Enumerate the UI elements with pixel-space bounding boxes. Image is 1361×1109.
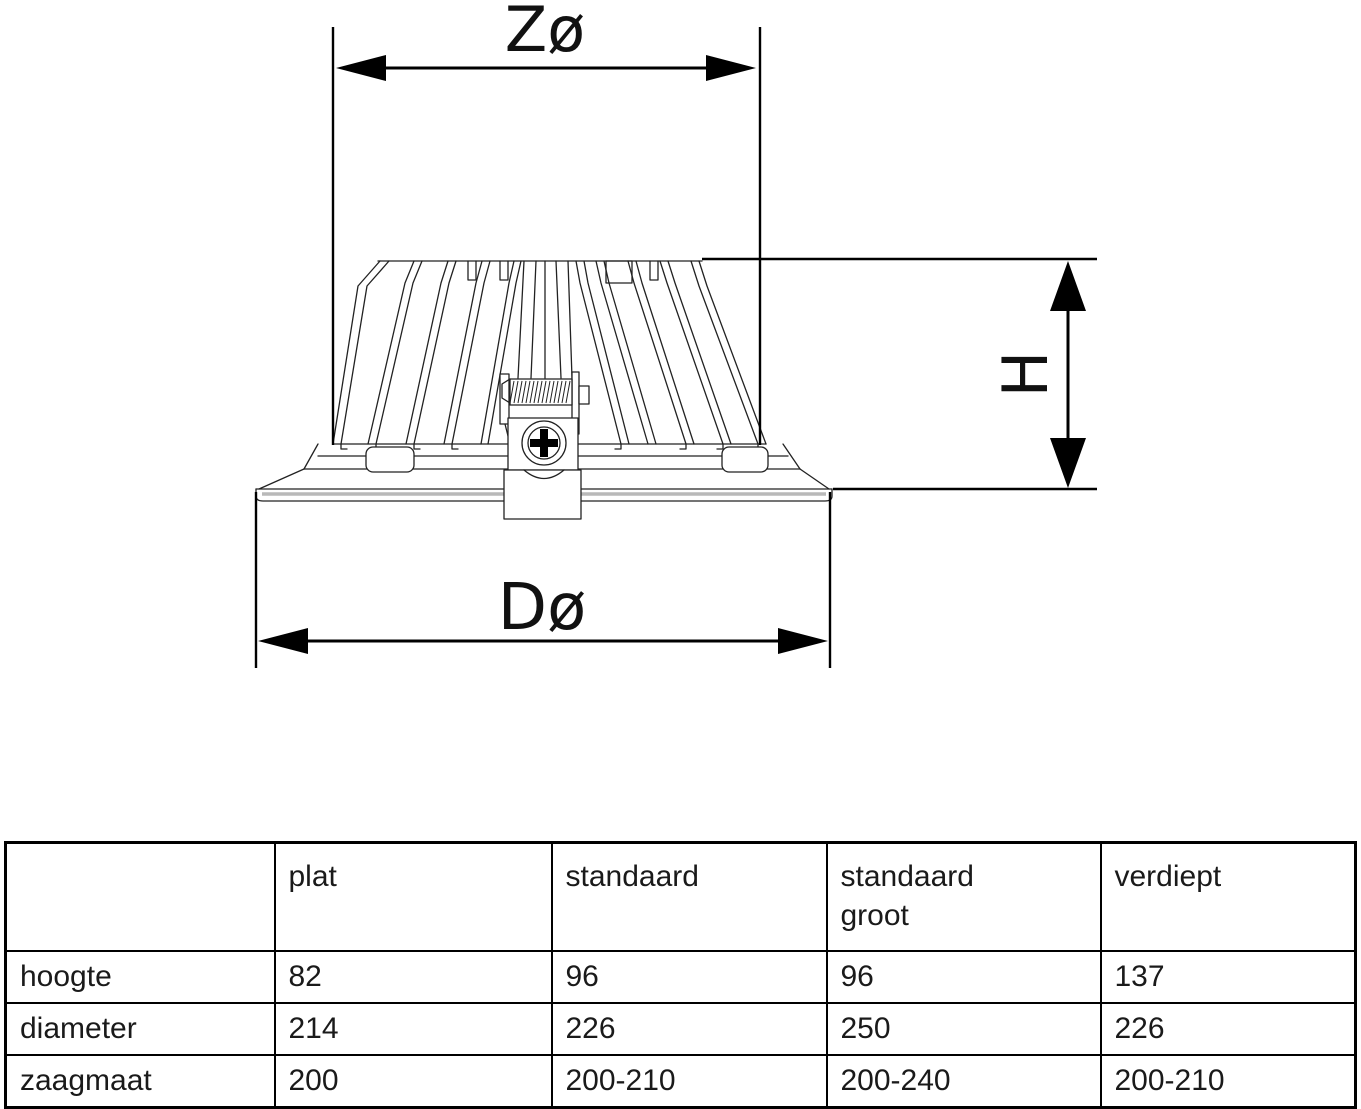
zo-dimension [333,0,760,445]
screw-cross-horizontal [530,439,558,447]
col-header-standaard-groot: standaard groot [827,843,1101,952]
cell: 200 [275,1055,552,1108]
spring-clip [500,372,589,519]
cell: 200-210 [552,1055,827,1108]
header-row [6,843,1356,952]
col-header-empty [6,843,275,952]
do-arrowhead-right [778,628,828,654]
do-label: Dø [497,571,587,645]
table-row-hoogte [6,951,1356,1003]
h-arrowhead-bottom [1050,438,1086,488]
cell: 200-210 [1101,1055,1356,1108]
col-header-standaard: standaard [552,843,827,952]
cell: 96 [552,951,827,1003]
col-header-plat: plat [275,843,552,952]
cell: 200-240 [827,1055,1101,1108]
row-label: hoogte [6,951,275,1003]
left-mounting-tab [366,447,414,472]
h-label: H [989,350,1062,398]
clip-knob [579,386,589,404]
cell: 137 [1101,951,1356,1003]
h-arrowhead-top [1050,261,1086,311]
heatsink-fins-right [576,261,766,444]
zo-label: Zø [504,0,586,66]
zo-arrowhead-right [706,55,756,81]
cell: 96 [827,951,1101,1003]
cell: 226 [1101,1003,1356,1055]
right-mounting-tab [722,447,768,472]
heatsink-fins-left [333,261,521,444]
zo-arrowhead-left [336,55,386,81]
row-label: zaagmaat [6,1055,275,1108]
clip-lower-bracket [504,470,581,519]
cell: 214 [275,1003,552,1055]
col-header-verdiept: verdiept [1101,843,1356,952]
cell: 82 [275,951,552,1003]
spec-table [4,841,1357,1109]
table-row-diameter [6,1003,1356,1055]
cell: 250 [827,1003,1101,1055]
heatsink-fins-center [518,261,572,378]
downlight-drawing [256,261,832,519]
cell: 226 [552,1003,827,1055]
do-arrowhead-left [258,628,308,654]
row-label: diameter [6,1003,275,1055]
